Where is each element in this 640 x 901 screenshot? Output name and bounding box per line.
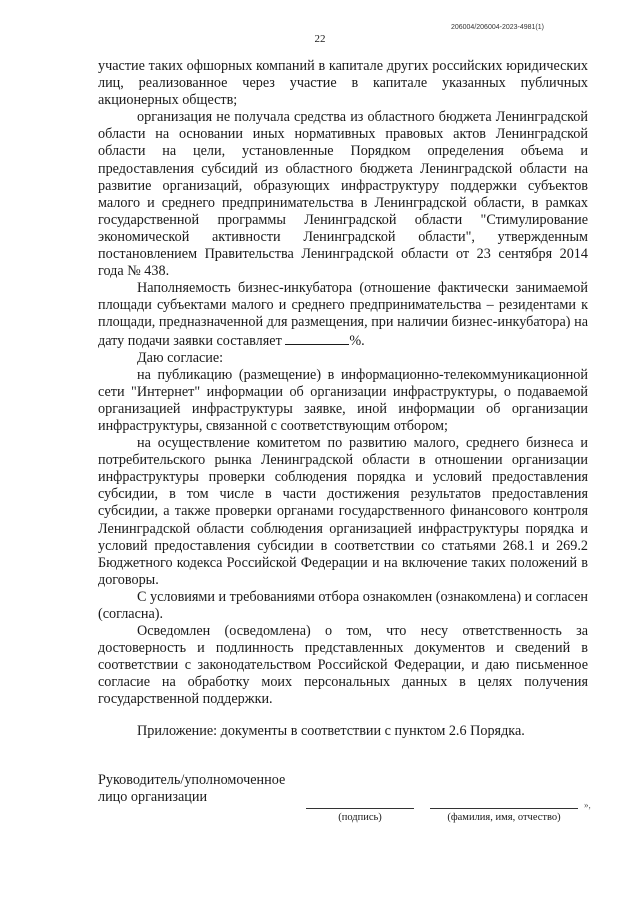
margin-mark: », [584, 800, 591, 810]
paragraph-acknowledged: С условиями и требованиями отбора ознакомлен (ознакомлена) и согласен (согласна). [98, 588, 588, 622]
occupancy-percent: %. [349, 332, 365, 349]
occupancy-blank-field[interactable] [285, 332, 349, 345]
paragraph-occupancy [98, 280, 588, 349]
paragraph-offshore: участие таких офшорных компаний в капитале других российских юридических лиц, реализованное через участие в капитале указанных публичных акционерных обществ; [98, 58, 588, 109]
signature-caption: (подпись) [338, 812, 382, 823]
document-body [98, 58, 588, 740]
full-name-caption: (фамилия, имя, отчество) [447, 812, 561, 823]
paragraph-consent-inspection: на осуществление комитетом по развитию малого, среднего бизнеса и потребительского рынка Ленинградской области в отношении организации инфраструктуры проверки соблюдения порядка и условий предоставления субсидии, в том числе в части достижения результатов предоставления субсидии, а также проверки органами государственного финансового контроля Ленинградской области соблюдения организацией инфраструктуры порядка и условий предоставления субсидии в соответствии со статьями 268.1 и 269.2 Бюджетного кодекса Российской Федерации и на включение таких положений в договоры. [98, 435, 588, 588]
paragraph-responsibility: Осведомлен (осведомлена) о том, что несу ответственность за достоверность и подлинность представленных документов и сведений в соответствии с законодательством Российской Федерации, и даю письменное согласие на обработку моих персональных данных в целях получения государственной поддержки. [98, 623, 588, 708]
paragraph-attachment: Приложение: документы в соответствии с пунктом 2.6 Порядка. [137, 722, 525, 739]
signature-block [98, 772, 598, 806]
signatory-role-line2: лицо организации [98, 789, 208, 806]
paragraph-consent-publication: на публикацию (размещение) в информационно-телекоммуникационной сети "Интернет" информации об организации инфраструктуры, о подаваемой организацией инфраструктуры заявке, иной информации об организации инфраструктуры, связанной с соответствующим отбором; [98, 366, 588, 434]
paragraph-consent-heading: Даю согласие: [137, 349, 224, 366]
occupancy-text: Наполняемость бизнес-инкубатора (отношение фактически занимаемой площади субъектами малого и среднего предпринимательства – резидентами к площади, предназначенной для размещения, при наличии бизнес-инкубатора) на дату подачи заявки составляет [98, 280, 588, 349]
signature-line[interactable] [306, 808, 414, 809]
document-number: 206004/206004-2023-4981(1) [450, 24, 544, 31]
full-name-line[interactable] [430, 808, 578, 809]
signatory-role-line1: Руководитель/уполномоченное [98, 772, 286, 788]
page-number: 22 [314, 33, 326, 45]
paragraph-no-funding: организация не получала средства из областного бюджета Ленинградской области на основании иных нормативных правовых актов Ленинградской области на цели, установленные Порядком определения объема и предоставления субсидий из областного бюджета Ленинградской области на развитие организаций, образующих инфраструктуру поддержки субъектов малого и среднего предпринимательства в Ленинградской области, в рамках государственной программы Ленинградской области "Стимулирование экономической активности Ленинградской области", утвержденным постановлением Правительства Ленинградской области от 23 сентября 2014 года № 438. [98, 109, 588, 280]
